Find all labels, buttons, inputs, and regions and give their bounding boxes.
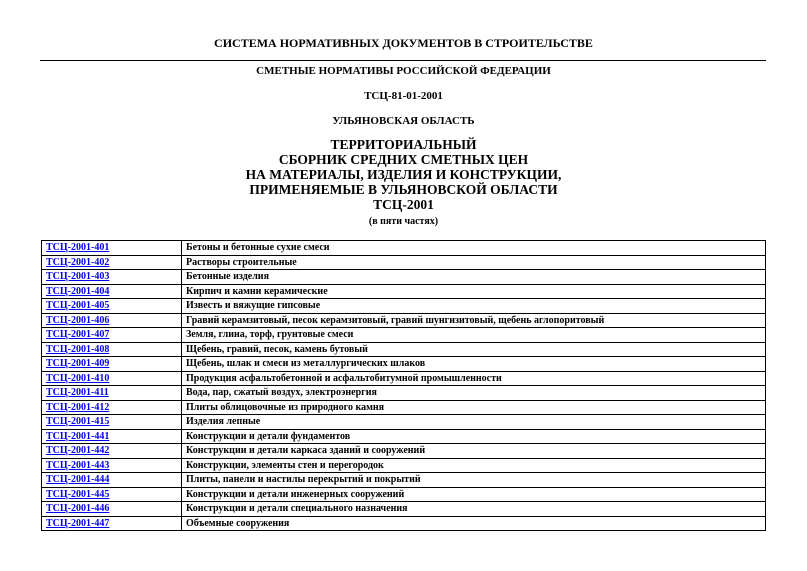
code-cell <box>42 415 182 430</box>
table-row <box>42 241 766 256</box>
collection-name: Вода, пар, сжатый воздух, электроэнергия <box>182 386 766 401</box>
collection-name: Известь и вяжущие гипсовые <box>182 299 766 314</box>
collection-code-link[interactable]: ТСЦ-2001-412 <box>46 401 110 413</box>
code-cell <box>42 371 182 386</box>
collection-name: Объемные сооружения <box>182 516 766 531</box>
collection-name: Бетоны и бетонные сухие смеси <box>182 241 766 256</box>
catalog-table <box>41 240 766 531</box>
code-cell <box>42 458 182 473</box>
table-row <box>42 313 766 328</box>
title-line: СБОРНИК СРЕДНИХ СМЕТНЫХ ЦЕН <box>278 152 529 167</box>
title-line: НА МАТЕРИАЛЫ, ИЗДЕЛИЯ И КОНСТРУКЦИИ, <box>245 167 562 182</box>
collection-code-link[interactable]: ТСЦ-2001-444 <box>46 474 110 486</box>
document-code: ТСЦ-81-01-2001 <box>364 90 443 102</box>
collection-name: Конструкции и детали специального назначения <box>182 502 766 517</box>
collection-name: Изделия лепные <box>182 415 766 430</box>
collection-code-link[interactable]: ТСЦ-2001-409 <box>46 358 110 370</box>
collection-name: Земля, глина, торф, грунтовые смеси <box>182 328 766 343</box>
region-name: УЛЬЯНОВСКАЯ ОБЛАСТЬ <box>332 115 475 127</box>
collection-name: Конструкции и детали фундаментов <box>182 429 766 444</box>
collection-name: Плиты, панели и настилы перекрытий и покрытий <box>182 473 766 488</box>
table-row <box>42 255 766 270</box>
collection-code-link[interactable]: ТСЦ-2001-415 <box>46 416 110 428</box>
code-cell <box>42 255 182 270</box>
collection-code-link[interactable]: ТСЦ-2001-441 <box>46 430 110 442</box>
table-row <box>42 429 766 444</box>
collection-code-link[interactable]: ТСЦ-2001-403 <box>46 271 110 283</box>
collection-code-link[interactable]: ТСЦ-2001-406 <box>46 314 110 326</box>
code-cell <box>42 444 182 459</box>
table-row <box>42 516 766 531</box>
code-cell <box>42 299 182 314</box>
collection-code-link[interactable]: ТСЦ-2001-445 <box>46 488 110 500</box>
norms-title: СМЕТНЫЕ НОРМАТИВЫ РОССИЙСКОЙ ФЕДЕРАЦИИ <box>256 65 551 77</box>
title-line: ТЕРРИТОРИАЛЬНЫЙ <box>330 137 477 152</box>
code-cell <box>42 429 182 444</box>
collection-name: Конструкции, элементы стен и перегородок <box>182 458 766 473</box>
system-title: СИСТЕМА НОРМАТИВНЫХ ДОКУМЕНТОВ В СТРОИТЕЛЬСТВЕ <box>214 36 593 50</box>
code-cell <box>42 313 182 328</box>
table-row <box>42 444 766 459</box>
code-cell <box>42 241 182 256</box>
table-row <box>42 371 766 386</box>
code-cell <box>42 284 182 299</box>
collection-code-link[interactable]: ТСЦ-2001-443 <box>46 459 110 471</box>
table-row <box>42 400 766 415</box>
table-row <box>42 357 766 372</box>
table-row <box>42 284 766 299</box>
code-cell <box>42 342 182 357</box>
collection-code-link[interactable]: ТСЦ-2001-411 <box>46 387 109 399</box>
table-row <box>42 328 766 343</box>
collection-name: Плиты облицовочные из природного камня <box>182 400 766 415</box>
code-cell <box>42 357 182 372</box>
collection-name: Гравий керамзитовый, песок керамзитовый, гравий шунгизитовый, щебень аглопоритовый <box>182 313 766 328</box>
code-cell <box>42 487 182 502</box>
collection-code-link[interactable]: ТСЦ-2001-442 <box>46 445 110 457</box>
table-row <box>42 270 766 285</box>
table-row <box>42 386 766 401</box>
header-divider <box>40 60 766 61</box>
collection-name: Бетонные изделия <box>182 270 766 285</box>
collection-name: Кирпич и камни керамические <box>182 284 766 299</box>
table-row <box>42 473 766 488</box>
title-line: ТСЦ-2001 <box>373 197 434 212</box>
collection-code-link[interactable]: ТСЦ-2001-447 <box>46 517 110 529</box>
collection-code-link[interactable]: ТСЦ-2001-401 <box>46 242 110 254</box>
collection-name: Щебень, гравий, песок, камень бутовый <box>182 342 766 357</box>
table-row <box>42 415 766 430</box>
table-row <box>42 299 766 314</box>
collection-code-link[interactable]: ТСЦ-2001-402 <box>46 256 110 268</box>
table-row <box>42 342 766 357</box>
collection-name: Конструкции и детали инженерных сооружений <box>182 487 766 502</box>
parts-note: (в пяти частях) <box>368 216 439 227</box>
collection-name: Продукция асфальтобетонной и асфальтобитумной промышленности <box>182 371 766 386</box>
code-cell <box>42 328 182 343</box>
table-row <box>42 502 766 517</box>
table-row <box>42 458 766 473</box>
collection-code-link[interactable]: ТСЦ-2001-446 <box>46 503 110 515</box>
code-cell <box>42 386 182 401</box>
code-cell <box>42 516 182 531</box>
title-line: ПРИМЕНЯЕМЫЕ В УЛЬЯНОВСКОЙ ОБЛАСТИ <box>249 182 558 197</box>
collection-code-link[interactable]: ТСЦ-2001-407 <box>46 329 110 341</box>
table-row <box>42 487 766 502</box>
code-cell <box>42 400 182 415</box>
collection-name: Растворы строительные <box>182 255 766 270</box>
collection-code-link[interactable]: ТСЦ-2001-405 <box>46 300 110 312</box>
code-cell <box>42 502 182 517</box>
collection-name: Конструкции и детали каркаса зданий и сооружений <box>182 444 766 459</box>
code-cell <box>42 270 182 285</box>
collection-code-link[interactable]: ТСЦ-2001-410 <box>46 372 110 384</box>
collection-code-link[interactable]: ТСЦ-2001-404 <box>46 285 110 297</box>
collection-name: Щебень, шлак и смеси из металлургических шлаков <box>182 357 766 372</box>
collection-code-link[interactable]: ТСЦ-2001-408 <box>46 343 110 355</box>
collection-title <box>0 137 807 212</box>
code-cell <box>42 473 182 488</box>
